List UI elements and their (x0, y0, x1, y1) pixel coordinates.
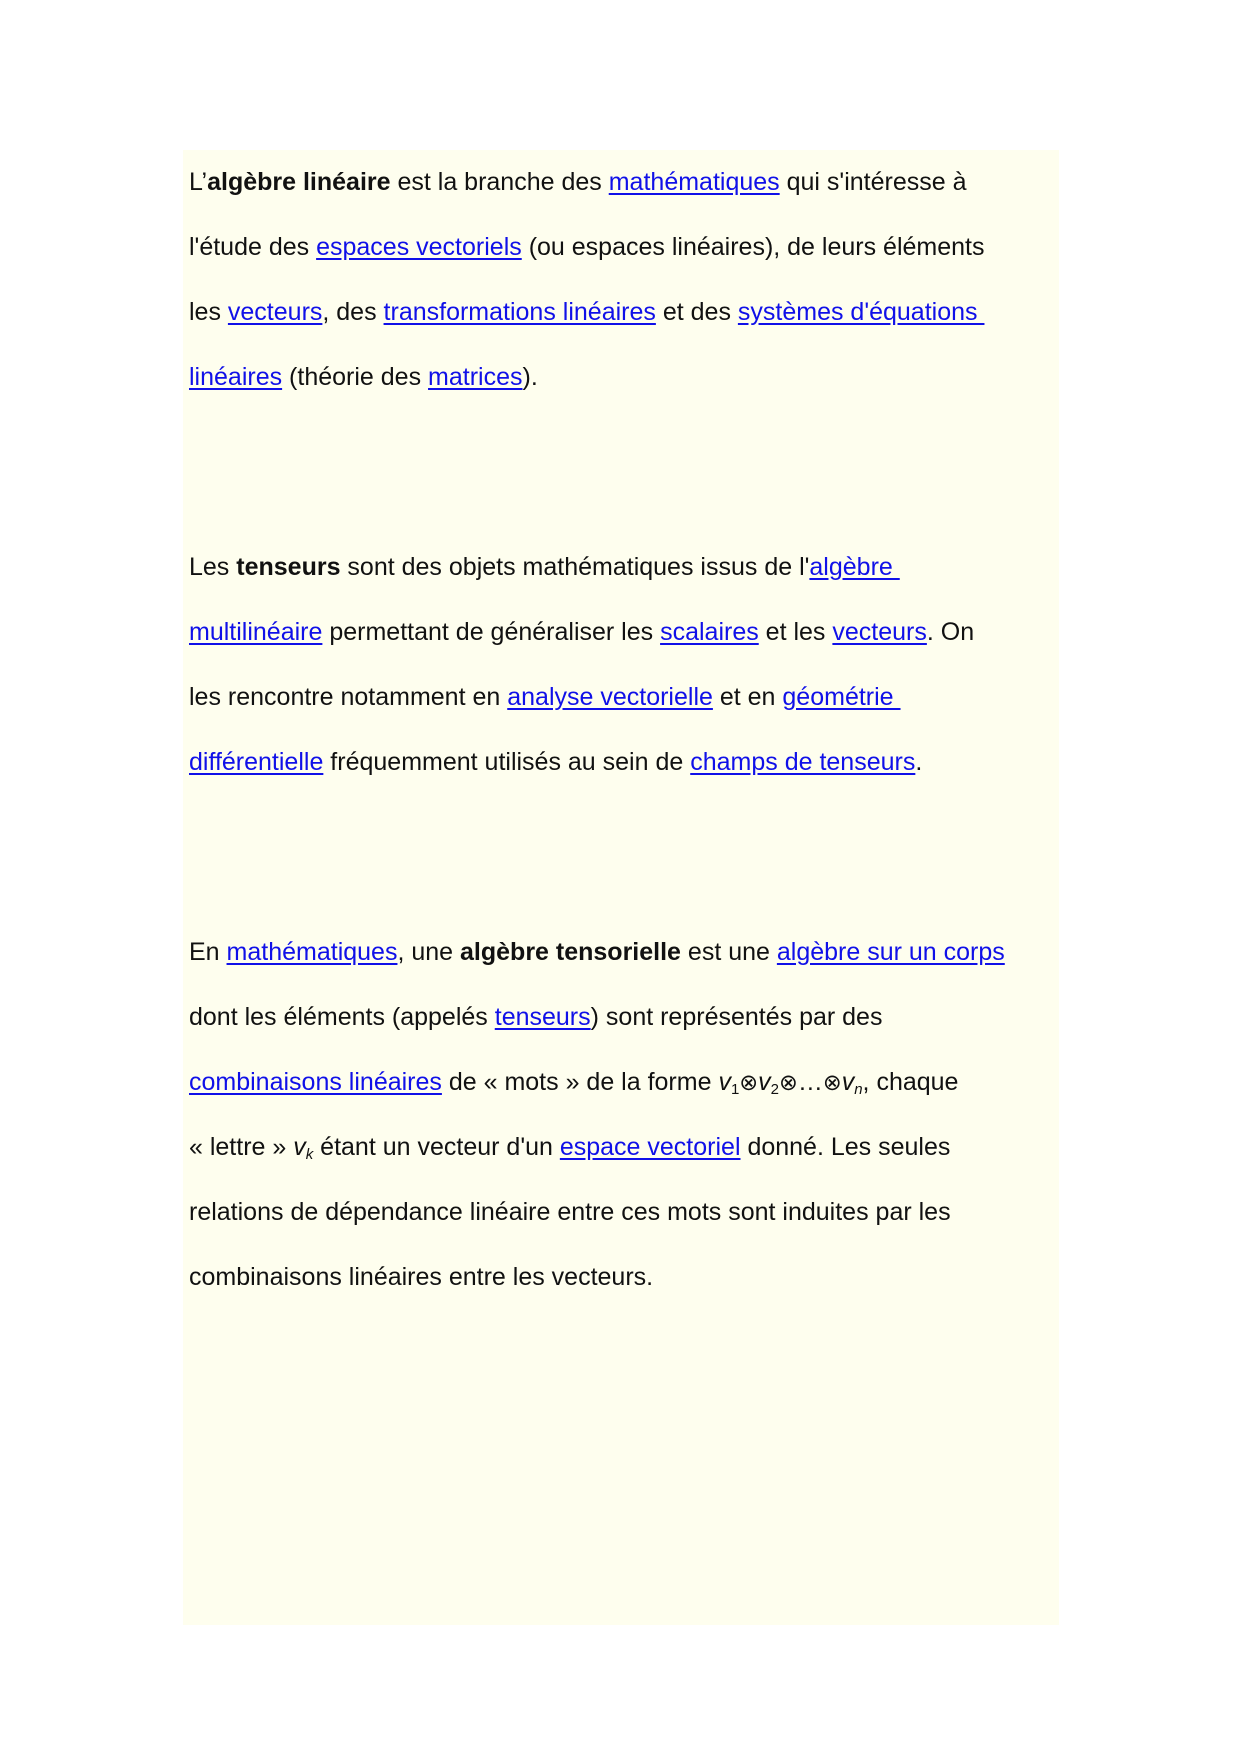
text-line: relations de dépendance linéaire entre ces mots sont induites par les (189, 1198, 951, 1226)
math-subscript: n (854, 1080, 863, 1098)
link-champs-de-tenseurs[interactable]: champs de tenseurs (690, 748, 916, 776)
paragraph-tenseurs (189, 535, 1059, 795)
math-variable: v (841, 1068, 855, 1096)
text-line: combinaisons linéaires entre les vecteurs. (189, 1263, 654, 1291)
text-line: Les tenseurs sont des objets mathématiques issus de l'algèbre (189, 553, 900, 581)
paragraph-algebre-tensorielle (189, 920, 1059, 1310)
link-algebre-multilineaire-cont[interactable]: multilinéaire (189, 618, 323, 646)
paragraph-algebre-lineaire (189, 150, 1059, 410)
text-line: les vecteurs, des transformations linéaires et des systèmes d'équations (189, 298, 985, 326)
link-combinaisons-lineaires[interactable]: combinaisons linéaires (189, 1068, 442, 1096)
text-line: les rencontre notamment en analyse vectorielle et en géométrie (189, 683, 901, 711)
link-vecteurs[interactable]: vecteurs (832, 618, 927, 646)
math-variable: v (718, 1068, 731, 1096)
link-systemes-equations-cont[interactable]: linéaires (189, 363, 283, 391)
bold-term: tenseurs (236, 553, 341, 581)
link-espaces-vectoriels[interactable]: espaces vectoriels (316, 233, 522, 261)
math-subscript: 1 (730, 1080, 740, 1098)
link-algebre-sur-un-corps[interactable]: algèbre sur un corps (776, 938, 1005, 966)
text-line: dont les éléments (appelés tenseurs) sont représentés par des (189, 1003, 883, 1031)
text-line: combinaisons linéaires de « mots » de la forme $v_1\otimes v_2\otimes\dots\otimes v_n$, chaque (189, 1068, 959, 1098)
bold-term: algèbre tensorielle (460, 938, 681, 966)
tensor-product-symbol: ⊗ (778, 1070, 798, 1096)
link-algebre-multilineaire[interactable]: algèbre (809, 553, 900, 581)
text-line: multilinéaire permettant de généraliser les scalaires et les vecteurs. On (189, 618, 975, 646)
text-line: « lettre » $v_k$ étant un vecteur d'un espace vectoriel donné. Les seules (189, 1133, 951, 1163)
math-variable: v (758, 1068, 771, 1096)
link-scalaires[interactable]: scalaires (660, 618, 759, 646)
text-line: En mathématiques, une algèbre tensorielle est une algèbre sur un corps (189, 938, 1005, 966)
math-subscript: 2 (770, 1080, 779, 1098)
text-line: différentielle fréquemment utilisés au sein de champs de tenseurs. (189, 748, 923, 776)
math-variable: v (293, 1133, 306, 1161)
link-vecteurs[interactable]: vecteurs (227, 298, 323, 326)
text-line: linéaires (théorie des matrices). (189, 363, 538, 391)
text-line: l'étude des espaces vectoriels (ou espaces linéaires), de leurs éléments (189, 233, 985, 261)
link-transformations-lineaires[interactable]: transformations linéaires (383, 298, 656, 326)
text-line: L’algèbre linéaire est la branche des mathématiques qui s'intéresse à (189, 168, 967, 196)
link-analyse-vectorielle[interactable]: analyse vectorielle (507, 683, 713, 711)
link-geometrie-differentielle-cont[interactable]: différentielle (189, 748, 324, 776)
link-mathematiques[interactable]: mathématiques (226, 938, 398, 966)
tensor-product-symbol: ⊗ (822, 1070, 842, 1096)
bold-term: algèbre linéaire (207, 168, 391, 196)
math-subscript: k (305, 1145, 314, 1163)
tensor-product-symbol: ⊗ (739, 1070, 759, 1096)
ellipsis: … (797, 1068, 823, 1096)
link-geometrie-differentielle[interactable]: géométrie (782, 683, 901, 711)
link-tenseurs[interactable]: tenseurs (494, 1003, 591, 1031)
link-mathematiques[interactable]: mathématiques (608, 168, 780, 196)
link-systemes-equations[interactable]: systèmes d'équations (737, 298, 985, 326)
link-espace-vectoriel[interactable]: espace vectoriel (559, 1133, 741, 1161)
link-matrices[interactable]: matrices (428, 363, 523, 391)
